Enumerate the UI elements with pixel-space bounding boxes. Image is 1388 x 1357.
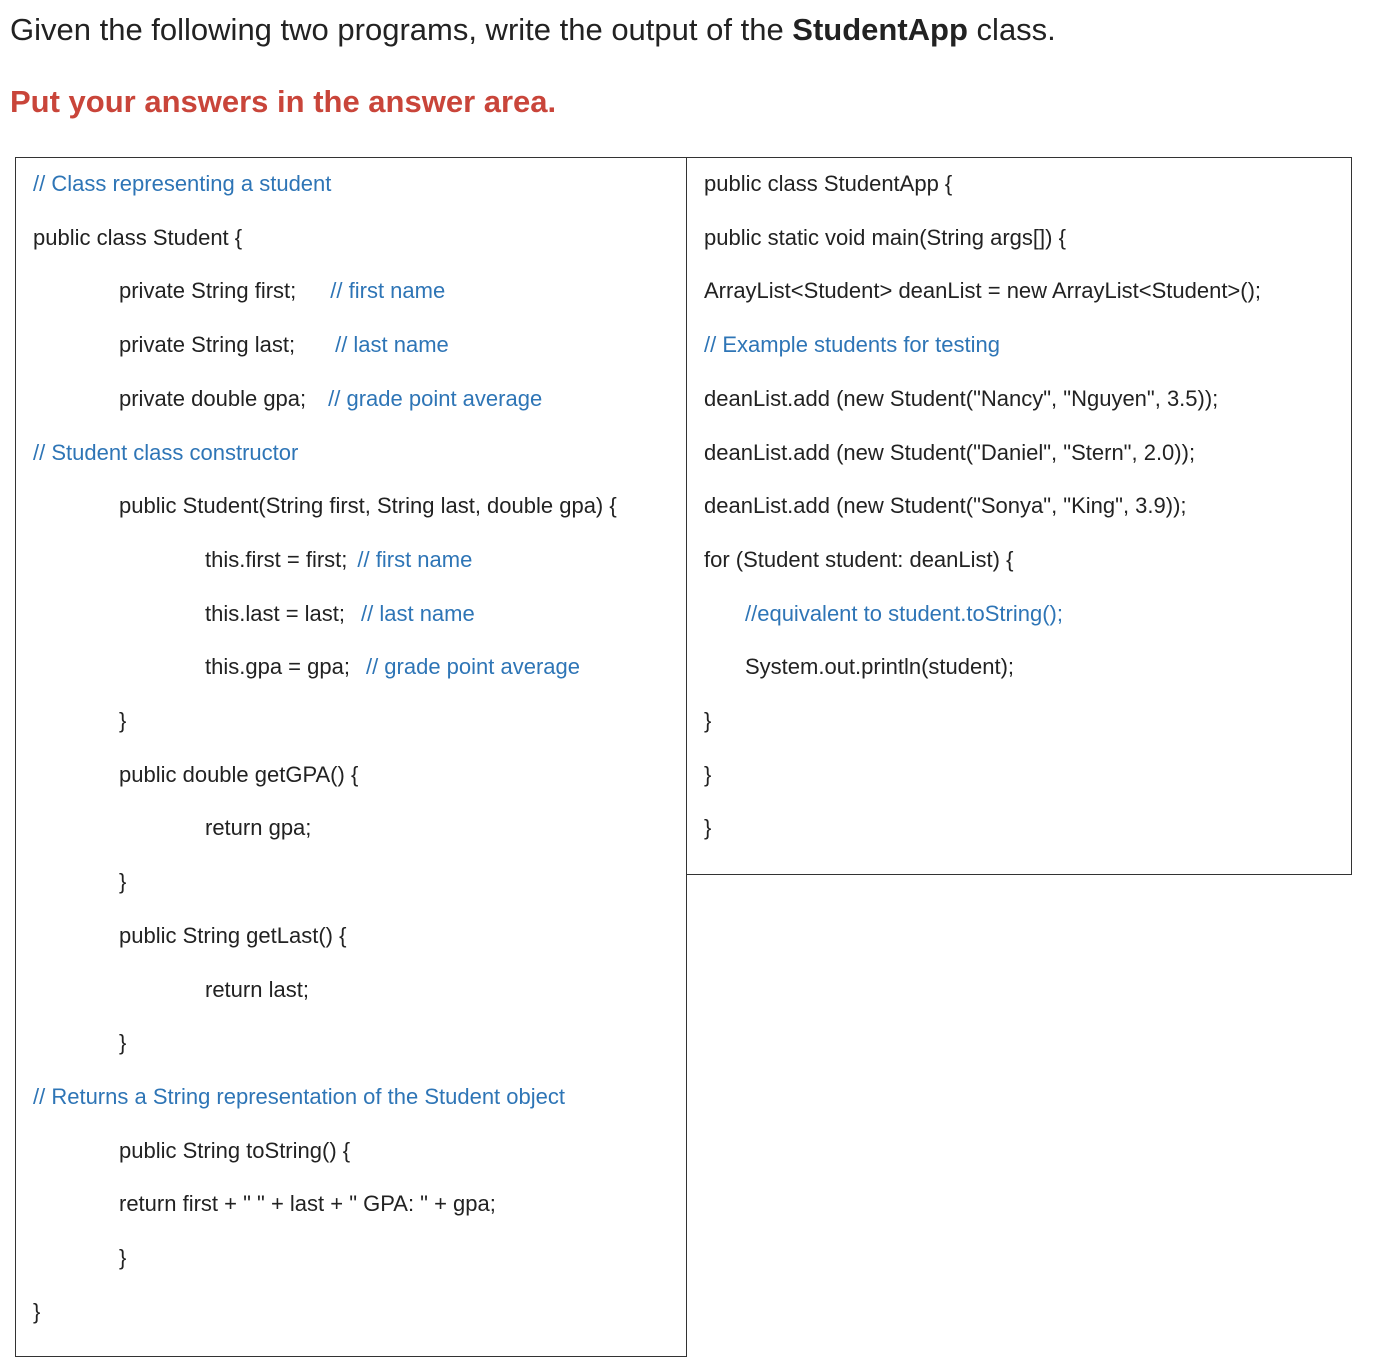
code-text: this.last = last;: [205, 600, 346, 626]
question-prompt: [10, 12, 1056, 48]
code-comment: // last name: [361, 600, 475, 626]
code-text: for (Student student: deanList) {: [704, 546, 1014, 572]
code-text: deanList.add (new Student("Daniel", "Stern", 2.0));: [704, 439, 1196, 465]
code-text: this.gpa = gpa;: [205, 654, 350, 680]
code-line: [205, 813, 311, 843]
code-text: }: [119, 1030, 127, 1056]
code-text: deanList.add (new Student("Sonya", "King", 3.9));: [704, 493, 1187, 519]
code-text: public double getGPA() {: [119, 761, 359, 787]
code-text: ArrayList<Student> deanList = new ArrayList<Student>();: [704, 278, 1262, 304]
code-line: [704, 760, 711, 790]
code-text: System.out.println(student);: [745, 654, 1015, 680]
code-text: private String last;: [119, 332, 296, 358]
code-line: [704, 491, 1187, 521]
code-text: public class Student {: [33, 224, 243, 250]
prompt-class-name: StudentApp: [792, 12, 968, 47]
code-line: [704, 813, 711, 843]
code-comment: // last name: [335, 332, 449, 358]
code-comment: // Returns a String representation of the Student object: [33, 1083, 565, 1109]
code-line: [704, 545, 1013, 575]
code-line: [745, 652, 1014, 682]
code-line: [33, 1082, 565, 1112]
code-comment: // Class representing a student: [33, 171, 332, 196]
prompt-text-before: Given the following two programs, write the output of the: [10, 12, 793, 47]
code-line: [119, 276, 445, 306]
code-line: [33, 438, 298, 468]
code-line: [119, 491, 617, 521]
code-line: [704, 223, 1066, 253]
code-line: [119, 867, 126, 897]
code-text: return first + " " + last + " GPA: " + gpa;: [119, 1191, 496, 1217]
student-app-code-panel: [686, 157, 1352, 875]
code-text: this.first = first;: [205, 546, 348, 572]
code-text: }: [119, 708, 127, 733]
code-line: [119, 921, 346, 951]
code-line: [33, 1297, 40, 1327]
code-text: public Student(String first, String last, double gpa) {: [119, 493, 617, 519]
code-line: [704, 438, 1195, 468]
code-text: private String first;: [119, 278, 297, 304]
code-text: public static void main(String args[]) {: [704, 224, 1066, 250]
code-comment: // grade point average: [328, 385, 543, 411]
code-comment: // first name: [330, 278, 446, 304]
code-line: [119, 1028, 126, 1058]
code-text: private double gpa;: [119, 385, 307, 411]
answer-instruction: Put your answers in the answer area.: [10, 84, 557, 119]
code-line: [704, 276, 1261, 306]
code-line: [704, 169, 952, 199]
code-line: [745, 599, 1063, 629]
code-line: [704, 384, 1218, 414]
code-comment: // Example students for testing: [704, 332, 1000, 358]
code-line: [205, 652, 580, 682]
code-line: [119, 330, 449, 360]
code-line: [33, 169, 331, 199]
code-line: [704, 330, 1000, 360]
code-comment: // first name: [357, 546, 473, 572]
code-line: [119, 384, 542, 414]
code-line: [119, 1189, 496, 1219]
code-line: [704, 706, 711, 736]
code-text: return last;: [205, 976, 309, 1002]
code-text: return gpa;: [205, 815, 312, 841]
code-line: [205, 975, 309, 1005]
code-text: }: [704, 815, 712, 841]
code-text: public String toString() {: [119, 1137, 351, 1163]
code-text: }: [119, 869, 127, 895]
code-line: [119, 760, 358, 790]
code-line: [33, 223, 242, 253]
code-line: [205, 599, 475, 629]
code-text: }: [704, 761, 712, 787]
code-line: [119, 1243, 126, 1273]
student-class-code-panel: [15, 157, 687, 1357]
code-line: [205, 545, 472, 575]
code-text: }: [33, 1298, 41, 1324]
code-comment: // Student class constructor: [33, 439, 299, 465]
code-text: public String getLast() {: [119, 922, 347, 948]
code-comment: //equivalent to student.toString();: [745, 600, 1063, 626]
code-text: public class StudentApp {: [704, 171, 953, 196]
code-line: [119, 706, 126, 736]
code-line: [119, 1136, 350, 1166]
code-text: }: [704, 708, 712, 733]
code-text: }: [119, 1245, 127, 1270]
code-comment: // grade point average: [365, 654, 580, 680]
prompt-text-after: class.: [967, 12, 1056, 47]
code-text: deanList.add (new Student("Nancy", "Nguyen", 3.5));: [704, 385, 1219, 411]
